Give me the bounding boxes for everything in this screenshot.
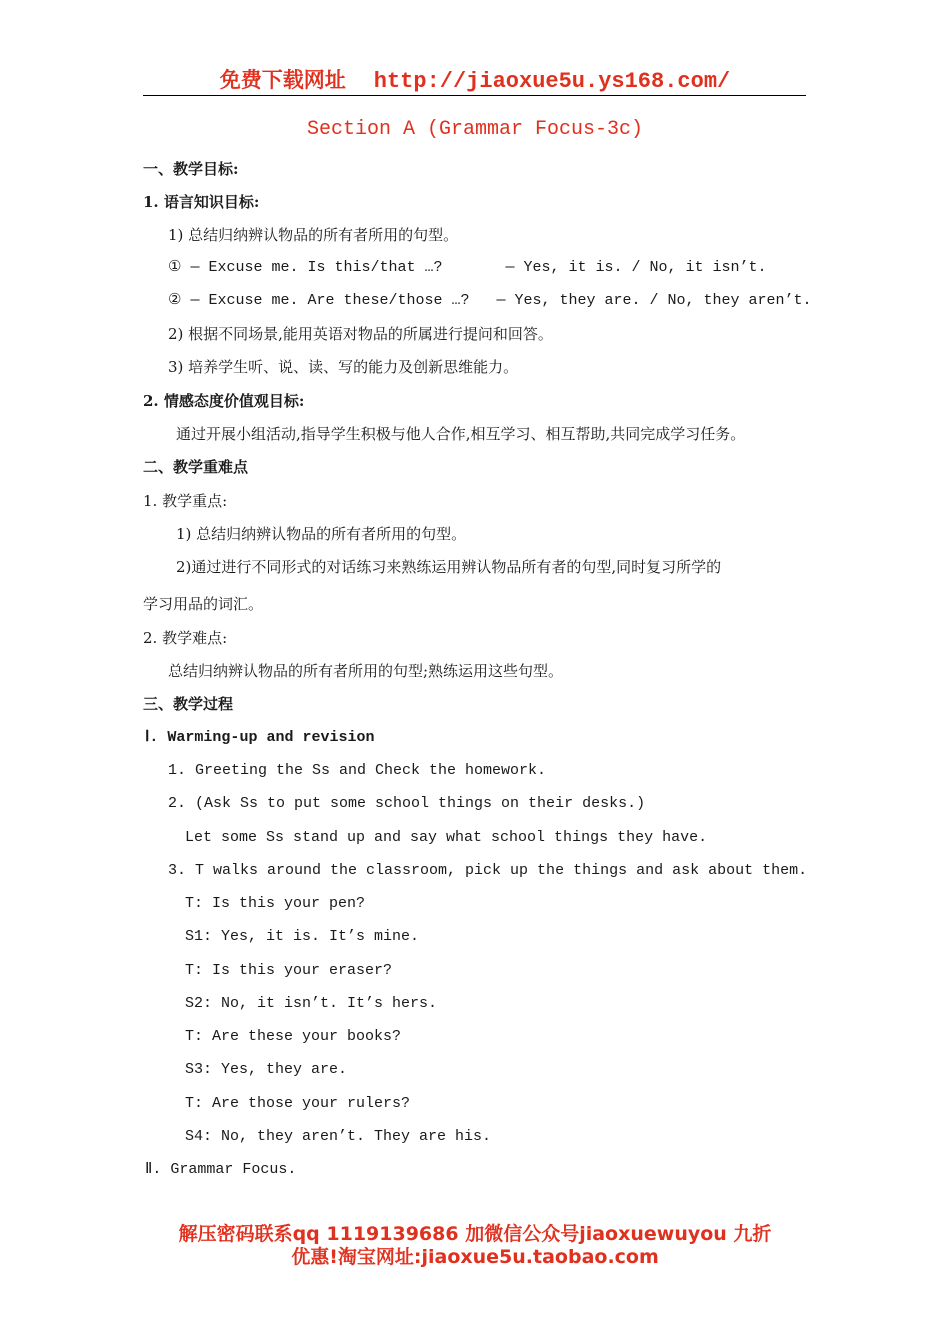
paragraph: 总结归纳辨认物品的所有者所用的句型;熟练运用这些句型。 (168, 662, 564, 680)
footer-line-1: 解压密码联系qq 1119139686 加微信公众号jiaoxuewuyou 九折 (178, 1223, 772, 1245)
list-item: 2) 根据不同场景,能用英语对物品的所属进行提问和回答。 (168, 325, 553, 343)
dialogue-line: T: Is this your pen? (185, 895, 366, 912)
step-item: 1. Greeting the Ss and Check the homework. (168, 762, 547, 779)
subheading-knowledge: 1. 语言知识目标: (143, 193, 260, 211)
subheading-attitude: 2. 情感态度价值观目标: (143, 392, 305, 410)
dialogue-line: T: Are those your rulers? (185, 1095, 411, 1112)
paragraph: 通过开展小组活动,指导学生积极与他人合作,相互学习、相互帮助,共同完成学习任务。 (176, 425, 746, 443)
list-item: 1) 总结归纳辨认物品的所有者所用的句型。 (176, 525, 467, 543)
list-item: 3) 培养学生听、说、读、写的能力及创新思维能力。 (168, 358, 519, 376)
list-item-continued: 学习用品的词汇。 (143, 595, 264, 613)
dialogue-line: T: Is this your eraser? (185, 962, 393, 979)
step-item: Let some Ss stand up and say what school things they have. (185, 829, 708, 846)
section-heading-process: 三、教学过程 (143, 695, 234, 713)
list-item: 1) 总结归纳辨认物品的所有者所用的句型。 (168, 226, 459, 244)
section-heading-key-points: 二、教学重难点 (143, 458, 249, 476)
document-title: Section A (Grammar Focus-3c) (306, 118, 644, 141)
header-rule (143, 95, 806, 96)
step-heading-grammar: Ⅱ. Grammar Focus. (145, 1161, 297, 1178)
pattern-line-2: ② — Excuse me. Are these/those …? — Yes, they are. / No, they aren’t. (168, 292, 812, 309)
footer-line-2[interactable]: 优惠!淘宝网址:jiaoxue5u.taobao.com (291, 1246, 659, 1268)
dialogue-line: S4: No, they aren’t. They are his. (185, 1128, 492, 1145)
header-url-link[interactable]: http://jiaoxue5u.ys168.com/ (373, 69, 731, 94)
step-item: 3. T walks around the classroom, pick up the things and ask about them. (168, 862, 808, 879)
page-header (0, 64, 950, 94)
list-item: 2)通过进行不同形式的对话练习来熟练运用辨认物品所有者的句型,同时复习所学的 (176, 558, 722, 576)
pattern-line-1: ① — Excuse me. Is this/that …? — Yes, it is. / No, it isn’t. (168, 259, 767, 276)
step-item: 2. (Ask Ss to put some school things on their desks.) (168, 795, 646, 812)
section-heading-objectives: 一、教学目标: (143, 160, 239, 178)
subheading-difficulty: 2. 教学难点: (143, 629, 228, 647)
dialogue-line: S3: Yes, they are. (185, 1061, 348, 1078)
dialogue-line: S1: Yes, it is. It’s mine. (185, 928, 420, 945)
dialogue-line: S2: No, it isn’t. It’s hers. (185, 995, 438, 1012)
dialogue-line: T: Are these your books? (185, 1028, 402, 1045)
subheading-focus: 1. 教学重点: (143, 492, 228, 510)
header-label: 免费下载网址 (219, 68, 346, 92)
step-heading-warmup: Ⅰ. Warming-up and revision (145, 729, 375, 746)
